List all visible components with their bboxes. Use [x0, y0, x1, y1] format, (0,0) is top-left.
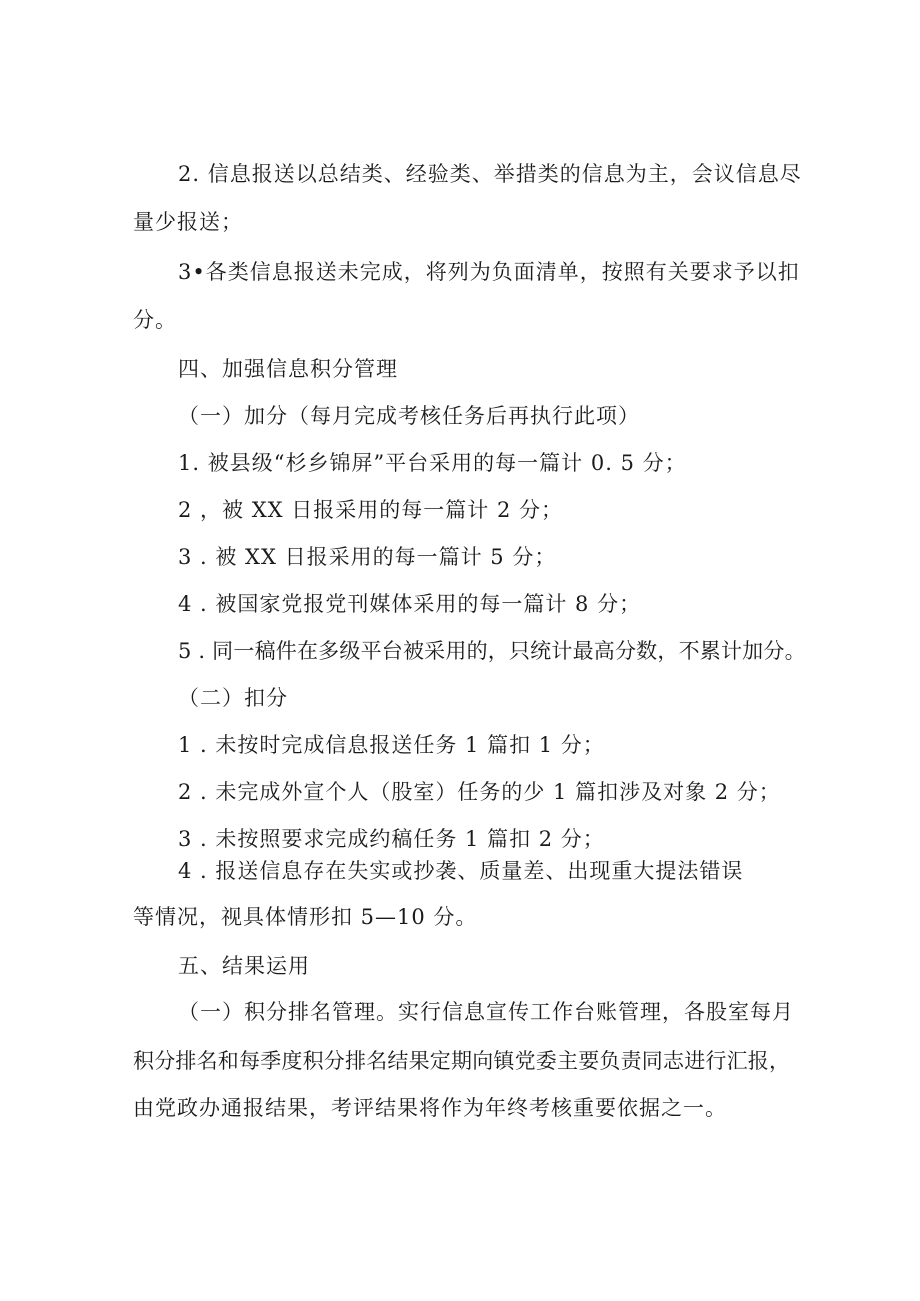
paragraph-2-line-2: 量少报送；	[133, 210, 243, 234]
add-item-1: 1. 被县级“杉乡锦屏”平台采用的每一篇计 0. 5 分；	[178, 451, 687, 475]
deduct-item-2: 2 . 未完成外宣个人（股室）任务的少 1 篇扣涉及对象 2 分；	[178, 780, 781, 804]
results-paragraph-line-2: 积分排名和每季度积分排名结果定期向镇党委主要负责同志进行汇报，	[133, 1049, 791, 1073]
add-item-3: 3 . 被 XX 日报采用的每一篇计 5 分；	[178, 545, 557, 569]
subsection-heading-deduct-points: （二）扣分	[178, 686, 288, 710]
section-heading-4: 四、加强信息积分管理	[178, 357, 398, 381]
results-paragraph-line-3: 由党政办通报结果，考评结果将作为年终考核重要依据之一。	[133, 1096, 727, 1120]
deduct-item-4-line-2: 等情况，视具体情形扣 5—10 分。	[133, 905, 478, 929]
section-heading-5: 五、结果运用	[178, 954, 310, 978]
deduct-item-3: 3 . 未按照要求完成约稿任务 1 篇扣 2 分；	[178, 827, 605, 851]
add-item-2: 2 ，被 XX 日报采用的每一篇计 2 分；	[178, 498, 563, 522]
deduct-item-1: 1 . 未按时完成信息报送任务 1 篇扣 1 分；	[178, 733, 605, 757]
paragraph-2-line-1: 2. 信息报送以总结类、经验类、举措类的信息为主，会议信息尽	[178, 162, 802, 186]
results-paragraph-line-1: （一）积分排名管理。实行信息宣传工作台账管理，各股室每月	[178, 1000, 794, 1024]
paragraph-3-line-1: 3•各类信息报送未完成，将列为负面清单，按照有关要求予以扣	[178, 260, 800, 284]
add-item-5: 5 . 同一稿件在多级平台被采用的，只统计最高分数，不累计加分。	[178, 639, 806, 663]
add-item-4: 4 . 被国家党报党刊媒体采用的每一篇计 8 分；	[178, 592, 642, 616]
deduct-item-4-line-1: 4 . 报送信息存在失实或抄袭、质量差、出现重大提法错误	[178, 859, 744, 883]
paragraph-3-line-2: 分。	[133, 308, 177, 332]
subsection-heading-add-points: （一）加分（每月完成考核任务后再执行此项）	[178, 404, 640, 428]
